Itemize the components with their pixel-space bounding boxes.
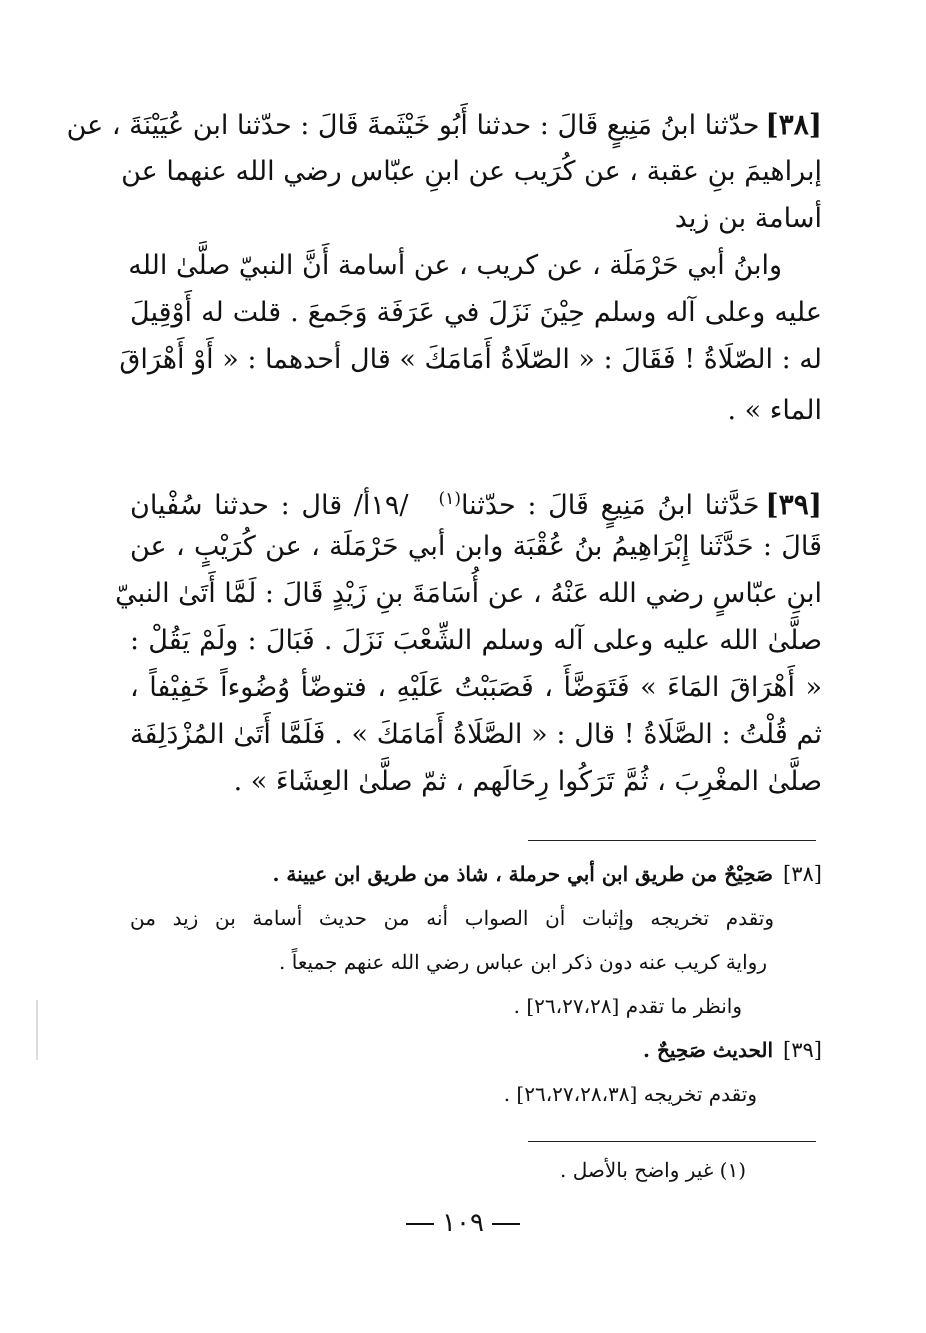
- note-38-line-1: وتقدم تخريجه وإثبات أن الصواب أنه من حديث أسامة بن زيد من: [130, 906, 774, 930]
- hadith-39: [115, 476, 822, 805]
- hadith-39-line-5: « أَهْرَاقَ المَاءَ » فَتَوَضَّأَ ، فَصَبَبْتُ عَلَيْهِ ، فتوضّأ وُضُوءاً خَفِيْفاً ،: [130, 672, 822, 703]
- hadith-38-line-1: [٣٨]حدّثنا ابنُ مَنِيعٍ قَالَ : حدثنا أَبُو خَيْثَمةَ قَالَ : حدّثنا ابن عُيَيْنَةَ ، عن: [66, 108, 822, 141]
- note-38-line-3: وانظر ما تقدم [٢٦،٢٧،٢٨] .: [513, 994, 742, 1018]
- hadith-39-number: [٣٩]: [765, 488, 822, 521]
- hadith-38: [66, 101, 822, 434]
- note-38-line-2: رواية كريب عنه دون ذكر ابن عباس رضي الله عنهم جميعاً .: [279, 950, 767, 974]
- hadith-39-line-2: قَالَ : حَدَّثَنا إِبْرَاهِيمُ بنُ عُقْبَة وابن أبي حَرْمَلَة ، عن كُرَيْبٍ ، عن: [130, 531, 822, 562]
- footnote-marker: (١): [438, 489, 461, 509]
- hadith-38-line-7: الماء » .: [727, 395, 822, 426]
- hadith-38-line-5: عليه وعلى آله وسلم حِيْنَ نَزَلَ في عَرَفَة وَجَمعَ . قلت له أَوْقِيلَ: [130, 297, 822, 328]
- page-number-dash-left: [492, 1223, 520, 1225]
- hadith-39-line-7: صلَّىٰ المغْرِبَ ، ثُمَّ تَرَكُوا رِحَالَهم ، ثمّ صلَّىٰ العِشَاءَ » .: [233, 766, 822, 797]
- footnote: (١) غير واضح بالأصل .: [560, 1158, 746, 1182]
- hadith-38-line-4: وابنُ أبي حَرْمَلَة ، عن كريب ، عن أسامة أَنَّ النبيّ صلَّىٰ الله: [128, 250, 782, 281]
- hadith-39-line-6: ثم قُلْتُ : الصَّلَاةُ ! قال : « الصَّلَاةُ أَمَامَكَ » . فَلَمَّا أَتَىٰ المُزْدَلِفَة: [130, 719, 822, 750]
- page-number-dash-right: [406, 1223, 434, 1225]
- hadith-38-line-6: له : الصّلَاةُ ! فَقَالَ : « الصّلَاةُ أَمَامَكَ » قال أحدهما : « أَوْ أَهْرَاقَ: [119, 344, 822, 375]
- note-38-heading: [٣٨]صَحِيْحٌ من طريق ابن أبي حرملة ، شاذ من طريق ابن عيينة .: [272, 862, 822, 886]
- hadith-39-line-1: [٣٩]حَدَّثنا ابنُ مَنِيعٍ قَالَ : حدّثنا$^{(١)}$/١٩أ/ قال : حدثنا سُفْيان: [130, 488, 822, 521]
- page-number: ١٠٩: [0, 1206, 926, 1240]
- hadith-39-line-4: صلَّىٰ الله عليه وعلى آله وسلم الشِّعْبَ نَزَلَ . فَبَالَ : ولَمْ يَقُلْ :: [130, 625, 822, 656]
- note-38-number: [٣٨]: [783, 862, 822, 886]
- grading-notes: [130, 852, 822, 1116]
- hadith-38-number: [٣٨]: [765, 108, 822, 141]
- hadith-38-line-2: إبراهيمَ بنِ عقبة ، عن كُرَيب عن ابنِ عبّاس رضي الله عنهما عن: [121, 156, 822, 187]
- note-39-number: [٣٩]: [783, 1038, 822, 1062]
- footnote-separator: [528, 1141, 816, 1142]
- note-39-line-1: وتقدم تخريجه [٢٦،٢٧،٢٨،٣٨] .: [503, 1082, 757, 1106]
- hadith-38-line-3: أسامة بن زيد: [674, 203, 822, 234]
- note-39-heading: [٣٩]الحديث صَحِيحٌ .: [643, 1038, 822, 1062]
- scan-mark: [36, 1000, 38, 1060]
- notes-separator: [528, 840, 816, 841]
- hadith-39-line-3: ابنِ عبّاسٍ رضي الله عَنْهُ ، عن أُسَامَةَ بنِ زَيْدٍ قَالَ : لَمَّا أَتَىٰ النبيّ: [115, 578, 822, 609]
